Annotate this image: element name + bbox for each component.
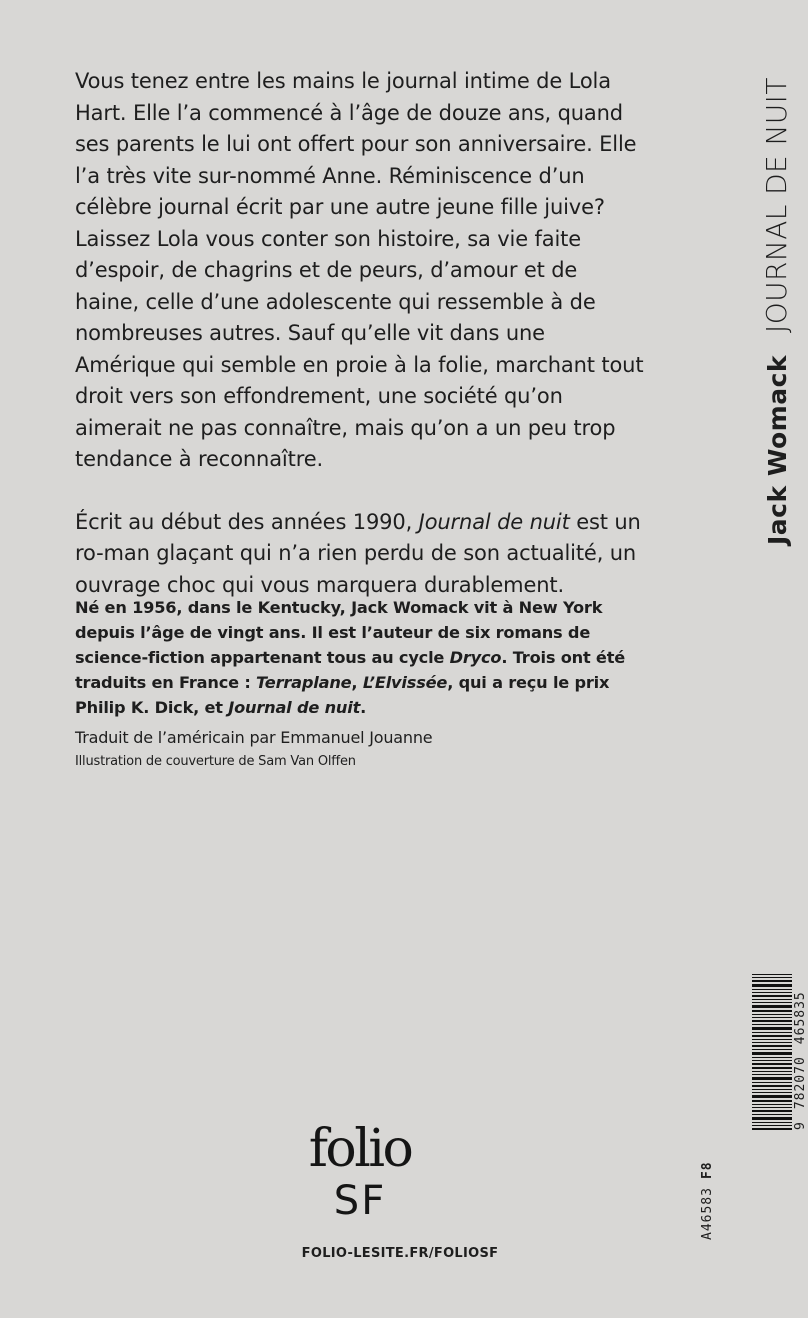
barcode-digits-group-1: 782070 [793,1056,808,1110]
barcode-bar [752,999,792,1000]
blurb-paragraph-1: Vous tenez entre les mains le journal intime de Lola Hart. Elle l’a commencé à l’âge de douze ans, quand ses parents le lui ont offert pour son anniversaire. Elle l’a très vite sur-nommé Anne. Réminiscence d’un célèbre journal écrit par une autre jeune fille juive? [75,69,637,219]
barcode-bar [752,1024,792,1025]
barcode-bar [752,1095,792,1098]
barcode-bar [752,1035,792,1037]
barcode-digits [794,974,808,1130]
barcode-bar [752,1045,792,1047]
barcode-bar [752,1067,792,1069]
bio-end: . [360,698,367,717]
barcode-bar [752,1002,792,1003]
barcode-bar [752,1057,792,1058]
spine-text [760,77,793,545]
barcode-bar [752,974,792,975]
blurb-paragraph-3 [75,507,647,602]
barcode-bar [752,977,792,978]
bio-journal: Journal de nuit [228,698,361,717]
isbn-code-row [700,1161,715,1240]
barcode-bar [752,1039,792,1040]
barcode-bar [752,989,792,990]
barcode-bar [752,1017,792,1018]
barcode-bar [752,1071,792,1072]
barcode [752,974,808,1130]
barcode-bar [752,992,792,993]
barcode-bar [752,1032,792,1033]
bio-terraplane: Terraplane [256,673,352,692]
author-bio [75,595,655,720]
illustration-credit: Illustration de couverture de Sam Van Olffen [75,754,356,769]
blurb-p3-start: Écrit au début des années 1990, [75,509,419,534]
folio-sf-logo [300,1119,420,1224]
barcode-bar [752,1010,792,1012]
barcode-bar [752,1089,792,1090]
barcode-bar [752,1060,792,1061]
blurb-p3-title: Journal de nuit [418,509,570,534]
logo-folio-text: folio [308,1119,412,1179]
blurb-p3-end: est un ro-man glaçant qui n’a rien perdu de son actualité, un ouvrage choc qui vous marquera durablement. [75,509,641,597]
barcode-bar [752,1049,792,1050]
price-code: F8 [700,1161,715,1180]
barcode-bar [752,984,792,987]
barcode-bar [752,1117,792,1120]
barcode-bar [752,1085,792,1087]
barcode-bar [752,1020,792,1022]
barcode-bar [752,1077,792,1080]
barcode-bar [752,1100,792,1102]
barcode-bar [752,1063,792,1065]
barcode-bar [752,1074,792,1075]
barcode-bar [752,1027,792,1030]
spine-title: JOURNAL DE NUIT [760,77,793,333]
barcode-bars [752,974,792,1130]
barcode-bar [752,1125,792,1126]
barcode-bar [752,1114,792,1115]
logo-sf-text: SF [333,1178,387,1224]
barcode-bar [752,1110,792,1112]
barcode-digits-group-2: 465835 [793,991,808,1045]
bio-dryco: Dryco [449,648,502,667]
barcode-digit-first: 9 [793,1121,808,1130]
spine-author: Jack Womack [763,354,792,545]
barcode-bar [752,1014,792,1015]
bio-part-1: Né en 1956, dans le Kentucky, Jack Womack vit à New York depuis l’âge de vingt ans. Il est l’auteur de six romans de science-fiction appartenant tous au cycle [75,598,603,667]
barcode-bar [752,1042,792,1043]
barcode-bar [752,980,792,982]
bio-part-3: , qui a reçu le prix Philip K. Dick, et [75,673,610,717]
publisher-website: FOLIO-LESITE.FR/FOLIOSF [301,1246,499,1261]
barcode-bar [752,1104,792,1105]
blurb-paragraph-2: Laissez Lola vous conter son histoire, sa vie faite d’espoir, de chagrins et de peurs, d’amour et de haine, celle d’une adolescente qui ressemble à de nombreuses autres. Sauf qu’elle vit dans une Amérique qui semble en proie à la folie, marchant tout droit vers son effondrement, une société qu’on aimerait ne pas connaître, mais qu’on a un peu trop tendance à reconnaître. [75,226,644,471]
bio-part-2: . Trois ont été traduits en France : [75,648,626,692]
barcode-bar [752,1107,792,1108]
barcode-bar [752,1082,792,1083]
barcode-bar [752,1052,792,1055]
barcode-bar [752,995,792,997]
back-cover-blurb [75,66,647,601]
translator-credit: Traduit de l’américain par Emmanuel Jouanne [75,728,433,747]
bio-elvissee: L’Elvissée [362,673,448,692]
barcode-bar [752,1128,792,1130]
bio-sep: , [351,673,363,692]
barcode-bar [752,1005,792,1008]
barcode-bar [752,1092,792,1093]
barcode-bar [752,1122,792,1123]
barcode-code: A46583 [700,1187,715,1240]
